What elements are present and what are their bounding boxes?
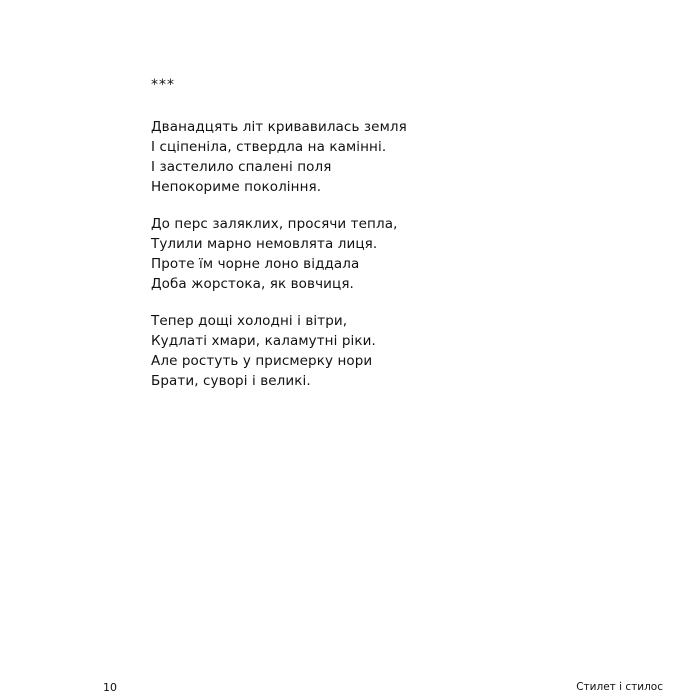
poem-line: Дванадцять літ кривавилась земля: [151, 119, 407, 135]
poem-line: Проте їм чорне лоно віддала: [151, 256, 360, 272]
poem-line: Доба жорстока, як вовчиця.: [151, 276, 354, 292]
poem-line: Кудлаті хмари, каламутні ріки.: [151, 333, 376, 349]
stanza-1: [151, 117, 407, 197]
page-number: 10: [103, 681, 117, 694]
poem-line: Але ростуть у присмерку нори: [151, 353, 373, 369]
stanza-3: [151, 311, 407, 391]
poem-line: І сціпеніла, ствердла на камінні.: [151, 139, 387, 155]
poem-line: І застелило спалені поля: [151, 159, 332, 175]
poem-line: До перс заляклих, просячи тепла,: [151, 216, 398, 232]
running-title: Стилет і стилос: [576, 681, 663, 693]
poem-line: Брати, суворі і великі.: [151, 373, 311, 389]
poem-title: ***: [151, 77, 175, 93]
poem-line: Непокориме покоління.: [151, 179, 322, 195]
stanza-2: [151, 214, 407, 294]
poem-line: Тепер дощі холодні і вітри,: [151, 313, 348, 329]
page-footer: [0, 678, 700, 700]
poem-line: Тулили марно немовлята лиця.: [151, 236, 378, 252]
poem: [151, 75, 407, 408]
